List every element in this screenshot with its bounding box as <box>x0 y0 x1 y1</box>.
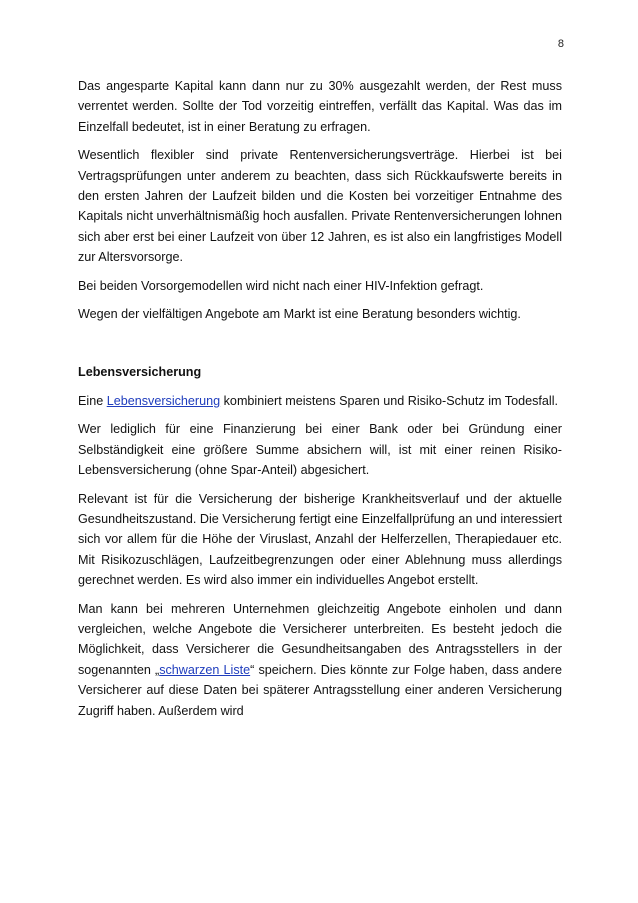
paragraph-kapital: Das angesparte Kapital kann dann nur zu 30% ausgezahlt werden, der Rest muss verrentet werden. Sollte der Tod vorzeitig eintreffen, verfällt das Kapital. Was das im Einzelfall bedeutet, ist in einer Beratung zu erfragen. <box>78 79 562 134</box>
page-number: 8 <box>557 38 564 50</box>
text-span: Man kann bei mehreren Unternehmen gleichzeitig Angebote einholen und dann vergleichen, welche Angebote die Versicherer unterbreiten. Es besteht jedoch die Möglichkeit, dass Versicherer die Gesundheitsangaben des Antragsstellers in der sogenannten „ <box>78 601 562 677</box>
paragraph-angebote-vergleichen <box>78 599 562 721</box>
text-span: kombiniert meistens Sparen und Risiko-Schutz im Todesfall. <box>220 393 558 408</box>
section-heading: Lebensversicherung <box>78 365 202 380</box>
text-span: Eine <box>78 393 107 408</box>
paragraph-risiko-lebensversicherung: Wer lediglich für eine Finanzierung bei einer Bank oder bei Gründung einer Selbständigkeit eine größere Summe absichern will, ist mit einer reinen Risiko-Lebensversicherung (ohne Spar-Anteil) abgesichert. <box>78 422 562 478</box>
section-spacer <box>78 332 562 362</box>
paragraph-beratung: Wegen der vielfältigen Angebote am Markt ist eine Beratung besonders wichtig. <box>78 307 521 322</box>
lebensversicherung-link[interactable]: Lebensversicherung <box>106 393 221 408</box>
paragraph-gesundheitszustand: Relevant ist für die Versicherung der bisherige Krankheitsverlauf und der aktuelle Gesundheitszustand. Die Versicherung fertigt eine Einzelfallprüfung an und interessiert sich vor allem für die Höhe der Viruslast, Anzahl der Helferzellen, Therapiedauer etc. Mit Risikozuschlägen, Laufzeitbegrenzungen oder einer Ablehnung muss allerdings gerechnet werden. Es wird also immer ein individuelles Angebot erstellt. <box>78 491 562 588</box>
text-span: “ speichern. Dies könnte zur Folge haben, dass andere Versicherer auf diese Daten bei späterer Antragsstellung einer anderen Versicherung Zugriff haben. Außerdem wird <box>78 662 562 718</box>
paragraph-hiv-frage: Bei beiden Vorsorgemodellen wird nicht nach einer HIV-Infektion gefragt. <box>78 278 484 293</box>
schwarze-liste-link[interactable]: schwarzen Liste <box>159 662 251 677</box>
page-content <box>78 76 562 729</box>
paragraph-rentenversicherung: Wesentlich flexibler sind private Rentenversicherungsverträge. Hierbei ist bei Vertragsprüfungen unter anderem zu beachten, dass sich Rückkaufswerte bereits in den ersten Jahren der Laufzeit bilden und die Kosten bei vorzeitiger Entnahme des Kapitals nicht unverhältnismäßig hoch ausfallen. Private Rentenversicherungen lohnen sich aber erst bei einer Laufzeit von über 12 Jahren, es ist also ein langfristiges Modell zur Altersvorsorge. <box>78 148 562 265</box>
paragraph-lebensversicherung-intro <box>78 391 562 411</box>
